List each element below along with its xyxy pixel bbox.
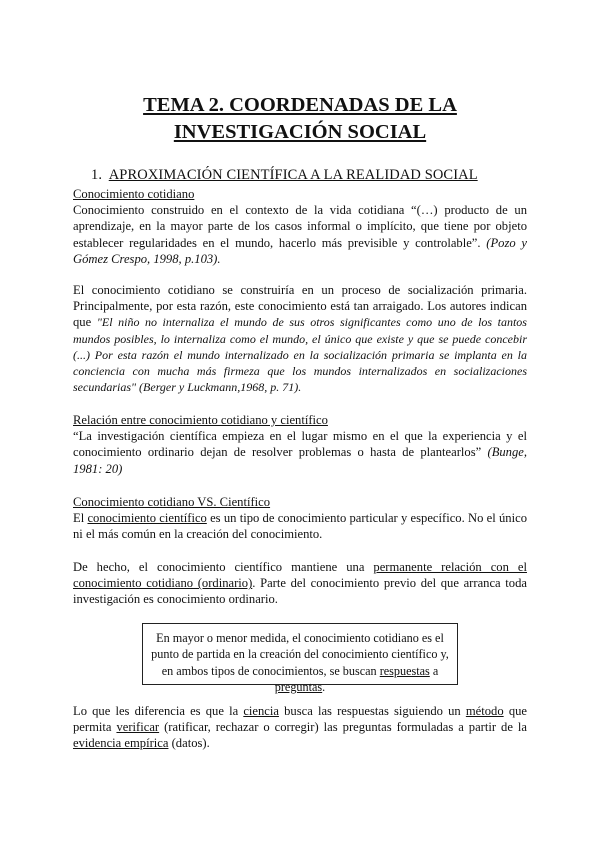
subtitle-relacion: Relación entre conocimiento cotidiano y científico bbox=[73, 413, 328, 427]
box-text: En mayor o menor medida, el conocimiento cotidiano es el punto de partida en la creación del conocimiento científico y, en ambos tipos de conocimientos, se buscan bbox=[151, 631, 449, 678]
cotidiano-p1: Conocimiento construido en el contexto de la vida cotidiana “(…) producto de un aprendizaje, en la mayor parte de los casos informal o implícito, que tiene por objeto establecer regularidades en el mundo, hacerlo más previsible y controlable”. bbox=[73, 203, 527, 250]
cotidiano-block bbox=[73, 186, 527, 267]
vs-block bbox=[73, 494, 527, 543]
vs-p2-a: De hecho, el conocimiento científico mantiene una bbox=[73, 560, 365, 574]
final-underline-metodo: método bbox=[465, 704, 504, 718]
final-block bbox=[73, 703, 527, 752]
vs-p1-underline: conocimiento científico bbox=[87, 511, 207, 526]
section-number: 1. bbox=[91, 167, 103, 183]
vs-p2-underline: permanente relación con el conocimiento cotidiano (ordinario) bbox=[73, 560, 527, 591]
final-e: (datos). bbox=[171, 736, 210, 751]
page-title bbox=[0, 92, 600, 146]
cotidiano-p2-block bbox=[73, 282, 527, 395]
box-end: . bbox=[322, 680, 326, 695]
final-a: Lo que les diferencia es que la bbox=[73, 704, 239, 718]
subtitle-cotidiano: Conocimiento cotidiano bbox=[73, 187, 195, 201]
section-heading bbox=[91, 167, 478, 184]
vs-p2-b: . Parte del conocimiento previo del que arranca toda investigación es conocimiento ordinario. bbox=[73, 576, 527, 607]
cotidiano-p2: El conocimiento cotidiano se construiría en un proceso de socialización primaria. Principalmente, por esta razón, este conocimiento está tan arraigado. Los autores indican que bbox=[73, 283, 527, 330]
final-underline-ciencia: ciencia bbox=[243, 704, 279, 718]
final-d: (ratificar, rechazar o corregir) las preguntas formuladas a partir de la bbox=[164, 720, 527, 735]
section-heading-text: APROXIMACIÓN CIENTÍFICA A LA REALIDAD SOCIAL bbox=[108, 167, 478, 183]
vs-p1-a: El bbox=[73, 511, 85, 526]
relacion-text: “La investigación científica empieza en el lugar mismo en el que la experiencia y el conocimiento ordinario dejan de resolver problemas o hasta de plantearlos” bbox=[73, 429, 527, 460]
title-line-2: INVESTIGACIÓN SOCIAL bbox=[173, 121, 427, 143]
vs-p2-block bbox=[73, 559, 527, 608]
subtitle-vs: Conocimiento cotidiano VS. Científico bbox=[73, 495, 271, 509]
cotidiano-p1-cite: (Pozo y Gómez Crespo, 1998, p.103). bbox=[73, 235, 527, 266]
title-line-1: TEMA 2. COORDENADAS DE LA bbox=[143, 94, 457, 116]
box-mid: a bbox=[432, 663, 439, 678]
final-underline-evidencia: evidencia empírica bbox=[73, 736, 169, 751]
final-underline-verificar: verificar bbox=[116, 720, 160, 735]
box-underline-respuestas: respuestas bbox=[379, 663, 430, 678]
final-b: busca las respuestas siguiendo un bbox=[284, 704, 461, 718]
cotidiano-quote: "El niño no internaliza el mundo de sus otros significantes como uno de los tantos mundos posibles, lo internaliza como el mundo, el único que existe y que se puede concebir (...) Por esta razón el mundo internalizado en la socialización primaria se implanta en la conciencia con mucha más firmeza que los mundos internalizados en socializaciones secundarias" (Berger y Luckmann,1968, p. 71). bbox=[73, 315, 527, 395]
relacion-block bbox=[73, 412, 527, 477]
final-c: que permita bbox=[73, 704, 527, 735]
vs-p1-b: es un tipo de conocimiento particular y específico. No el único ni el más común en la creación del conocimiento. bbox=[73, 511, 527, 542]
highlight-box bbox=[142, 623, 458, 695]
box-underline-preguntas: preguntas bbox=[274, 680, 323, 695]
relacion-cite: (Bunge, 1981: 20) bbox=[73, 445, 528, 476]
